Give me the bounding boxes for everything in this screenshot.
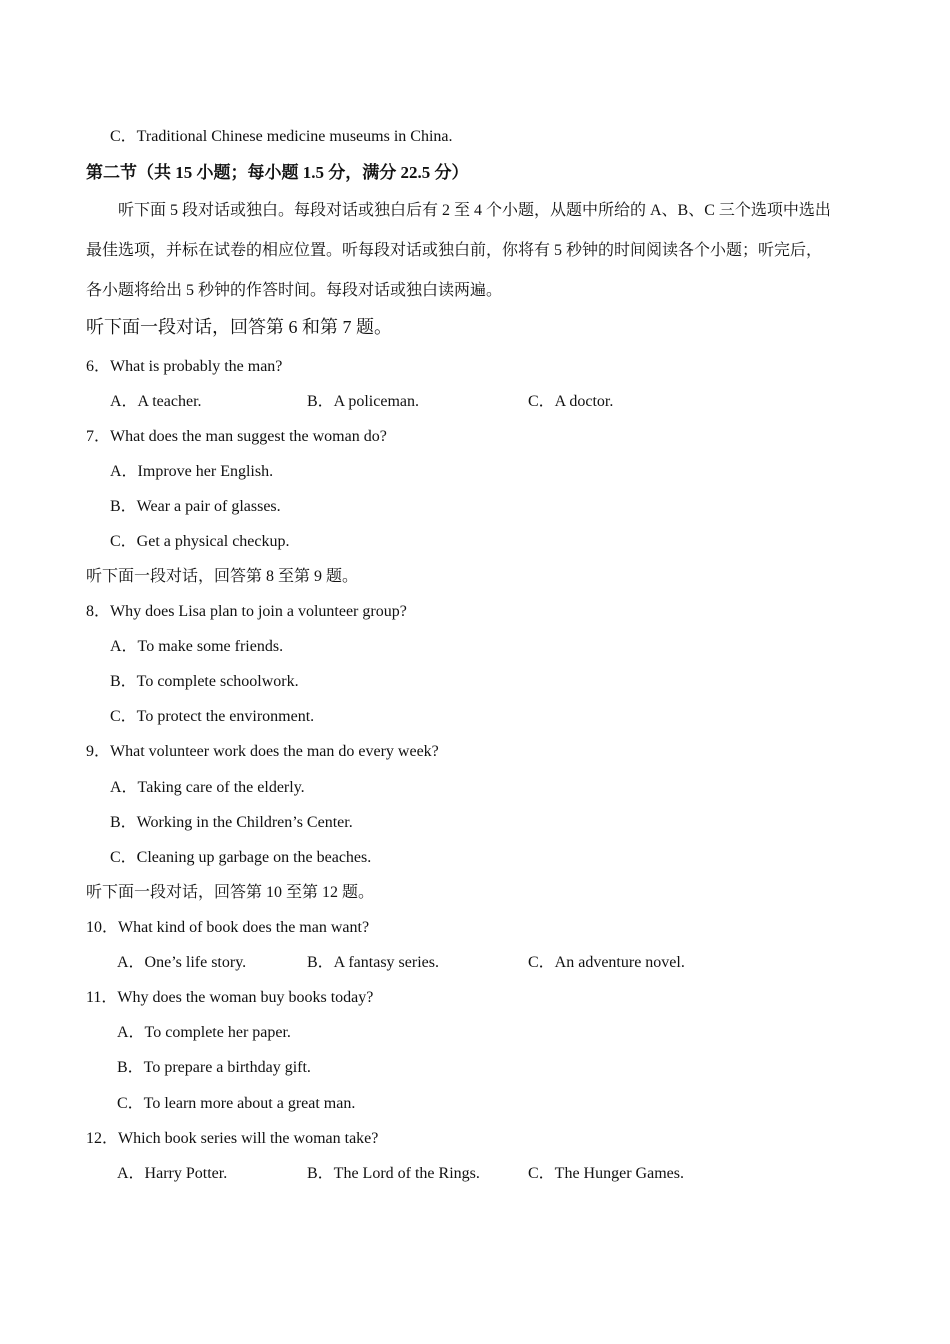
question-9: 9．What volunteer work does the man do every week? <box>86 743 439 760</box>
directions-8-9: 听下面一段对话，回答第 8 至第 9 题。 <box>86 568 359 585</box>
q10-option-b: B．A fantasy series. <box>307 954 439 971</box>
question-8: 8．Why does Lisa plan to join a volunteer group? <box>86 603 407 620</box>
section-title: 第二节（共 15 小题；每小题 1.5 分，满分 22.5 分） <box>86 163 469 182</box>
question-10: 10．What kind of book does the man want? <box>86 919 370 936</box>
q7-option-a: A．Improve her English. <box>110 463 274 480</box>
question-6: 6．What is probably the man? <box>86 358 283 375</box>
q11-option-b: B．To prepare a birthday gift. <box>117 1059 311 1076</box>
q9-option-c: C．Cleaning up garbage on the beaches. <box>110 849 372 866</box>
q9-option-a: A．Taking care of the elderly. <box>110 779 305 796</box>
q12-option-a: A．Harry Potter. <box>117 1165 228 1182</box>
q8-option-a: A．To make some friends. <box>110 638 284 655</box>
instructions-line-3: 各小题将给出 5 秒钟的作答时间。每段对话或独白读两遍。 <box>86 282 503 299</box>
q6-option-b: B．A policeman. <box>307 393 419 410</box>
q11-option-a: A．To complete her paper. <box>117 1024 291 1041</box>
question-7: 7．What does the man suggest the woman do? <box>86 428 387 445</box>
q11-option-c: C．To learn more about a great man. <box>117 1095 356 1112</box>
directions-6-7: 听下面一段对话，回答第 6 和第 7 题。 <box>86 317 392 337</box>
q7-option-c: C．Get a physical checkup. <box>110 533 290 550</box>
directions-10-12: 听下面一段对话，回答第 10 至第 12 题。 <box>86 884 375 901</box>
instructions-line-2: 最佳选项，并标在试卷的相应位置。听每段对话或独白前，你将有 5 秒钟的时间阅读各个小题；听完后， <box>86 242 823 259</box>
q12-option-b: B．The Lord of the Rings. <box>307 1165 480 1182</box>
q10-option-a: A．One’s life story. <box>117 954 247 971</box>
q6-option-c: C．A doctor. <box>528 393 614 410</box>
q8-option-b: B．To complete schoolwork. <box>110 673 299 690</box>
q10-option-c: C．An adventure novel. <box>528 954 685 971</box>
q9-option-b: B．Working in the Children’s Center. <box>110 814 353 831</box>
instructions-line-1: 听下面 5 段对话或独白。每段对话或独白后有 2 至 4 个小题，从题中所给的 A、B、C 三个选项中选出 <box>118 202 831 219</box>
question-11: 11．Why does the woman buy books today? <box>86 989 374 1006</box>
q7-option-b: B．Wear a pair of glasses. <box>110 498 281 515</box>
q8-option-c: C．To protect the environment. <box>110 708 315 725</box>
q6-option-a: A．A teacher. <box>110 393 202 410</box>
q12-option-c: C．The Hunger Games. <box>528 1165 684 1182</box>
question-12: 12．Which book series will the woman take? <box>86 1130 379 1147</box>
q5-option-c: C．Traditional Chinese medicine museums in China. <box>110 128 453 145</box>
